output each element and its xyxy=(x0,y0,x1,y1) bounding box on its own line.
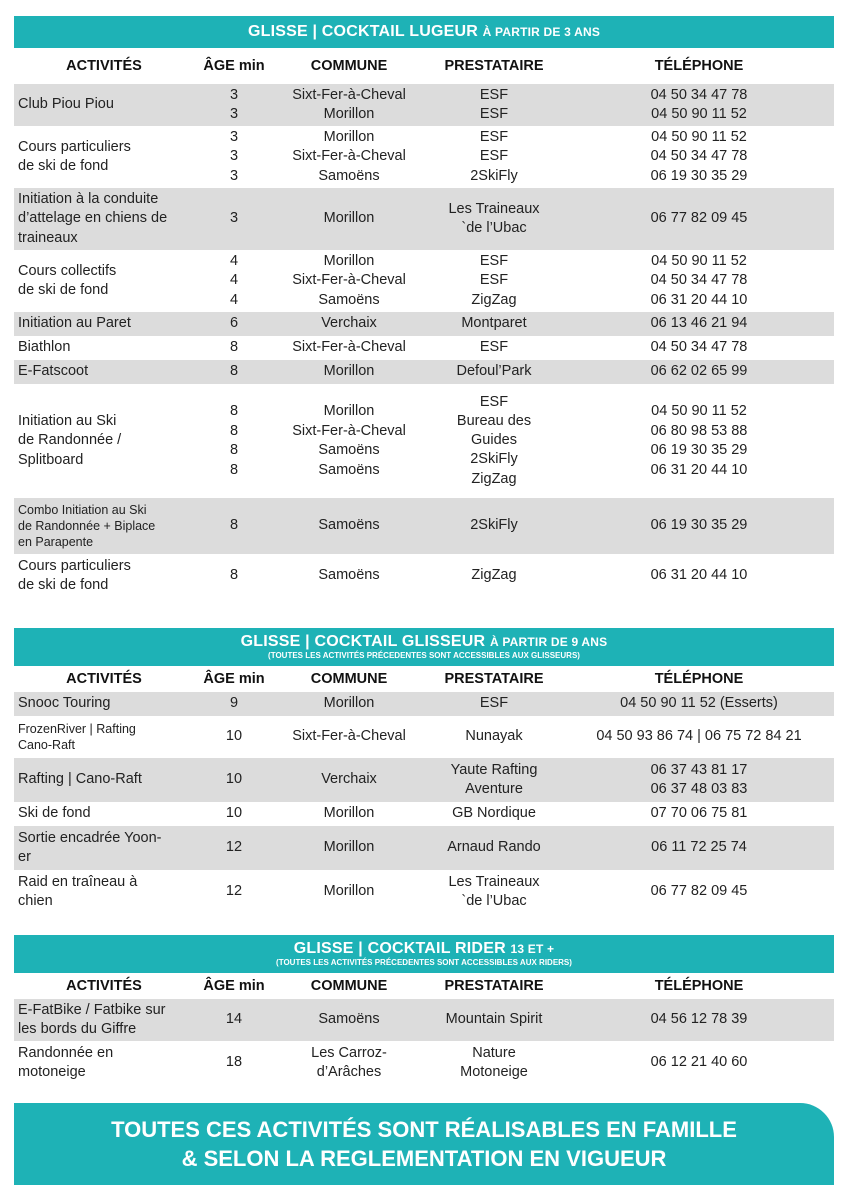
table-row xyxy=(14,999,834,1041)
table-header xyxy=(14,666,834,692)
header-phone: TÉLÉPHONE xyxy=(654,671,744,687)
cell-commune-line: Morillon xyxy=(323,403,375,419)
cell-phone-line: 06 77 82 09 45 xyxy=(650,210,748,227)
header-activities: ACTIVITÉS xyxy=(66,671,142,687)
cell-commune-line: Sixt-Fer-à-Cheval xyxy=(292,728,406,745)
cell-age-line: 3 xyxy=(229,167,239,184)
table-row xyxy=(14,336,834,360)
cell-activity-line: traineaux xyxy=(18,229,78,246)
cell-age xyxy=(194,566,274,586)
cell-commune xyxy=(274,727,424,747)
cell-phone xyxy=(564,314,834,334)
cell-provider-line: ESF xyxy=(479,128,509,145)
table-row xyxy=(14,126,834,188)
header-commune: COMMUNE xyxy=(310,978,388,994)
cell-activity-line: Initiation au Paret xyxy=(18,315,131,332)
cell-commune-line: Samoëns xyxy=(318,291,380,308)
cell-provider-line: `de l’Ubac xyxy=(461,893,527,909)
section-lugeur xyxy=(14,16,834,598)
cell-commune-line: Morillon xyxy=(323,128,375,145)
cell-age xyxy=(194,694,274,714)
cell-phone xyxy=(564,1053,834,1073)
section-lugeur-title: GLISSE | COCKTAIL LUGEUR À PARTIR DE 3 ANS xyxy=(247,23,601,40)
cell-activity xyxy=(14,502,194,550)
cell-provider xyxy=(424,362,564,382)
table-row xyxy=(14,84,834,126)
cell-activity xyxy=(14,190,194,249)
table-row xyxy=(14,554,834,598)
cell-age-line: 12 xyxy=(225,883,243,900)
cell-activity xyxy=(14,314,194,334)
cell-age xyxy=(194,86,274,125)
cell-provider-line: ESF xyxy=(479,339,509,356)
cell-commune-line: Sixt-Fer-à-Cheval xyxy=(292,339,406,356)
cell-activity-line: Rafting | Cano-Raft xyxy=(18,771,142,788)
cell-activity-line: Initiation à la conduite xyxy=(18,190,159,207)
table-row xyxy=(14,826,834,870)
cell-provider xyxy=(424,86,564,125)
cell-commune xyxy=(274,86,424,125)
cell-commune xyxy=(274,838,424,858)
cell-age-line: 8 xyxy=(229,517,239,534)
cell-provider xyxy=(424,200,564,239)
table-row xyxy=(14,188,834,250)
cell-activity xyxy=(14,873,194,912)
cell-age xyxy=(194,882,274,902)
cell-commune-line: Sixt-Fer-à-Cheval xyxy=(292,148,406,165)
cell-activity-line: Ski de fond xyxy=(18,805,91,822)
cell-commune xyxy=(274,1010,424,1030)
cell-commune-line: Sixt-Fer-à-Cheval xyxy=(292,272,406,289)
cell-age-line: 4 xyxy=(229,272,239,289)
cell-provider-line: Montparet xyxy=(461,315,527,332)
cell-phone-line: 04 50 34 47 78 xyxy=(650,86,748,103)
cell-provider xyxy=(424,338,564,358)
cell-commune-line: Morillon xyxy=(323,695,375,712)
cell-activity xyxy=(14,1001,194,1040)
cell-activity xyxy=(14,829,194,868)
cell-age-line: 8 xyxy=(229,461,239,478)
cell-activity-line: Biathlon xyxy=(18,339,71,356)
cell-phone-line: 04 50 34 47 78 xyxy=(650,148,748,165)
header-provider: PRESTATAIRE xyxy=(444,58,544,74)
cell-provider-line: Nunayak xyxy=(465,728,523,745)
header-activities: ACTIVITÉS xyxy=(66,58,142,74)
table-row xyxy=(14,716,834,758)
section-lugeur-banner xyxy=(14,16,834,48)
cell-phone-line: 06 77 82 09 45 xyxy=(650,883,748,900)
table-row xyxy=(14,758,834,802)
cell-phone-line: 06 11 72 25 74 xyxy=(651,839,747,856)
table-row xyxy=(14,692,834,716)
cell-phone-line: 06 13 46 21 94 xyxy=(650,315,748,332)
cell-commune-line: Samoëns xyxy=(318,1011,380,1028)
cell-activity-line: de ski de fond xyxy=(18,577,109,593)
header-age: ÂGE min xyxy=(203,978,265,994)
cell-commune xyxy=(274,882,424,902)
cell-provider-line: ESF xyxy=(479,393,509,410)
cell-activity xyxy=(14,557,194,596)
cell-provider xyxy=(424,516,564,536)
cell-provider xyxy=(424,727,564,747)
table-body xyxy=(14,999,834,1085)
cell-age xyxy=(194,516,274,536)
cell-age-line: 4 xyxy=(229,291,239,308)
cell-activity-line: Cano-Raft xyxy=(18,738,75,752)
table-row xyxy=(14,360,834,384)
cell-phone xyxy=(564,761,834,800)
cell-commune xyxy=(274,1044,424,1083)
cell-age xyxy=(194,838,274,858)
cell-activity-line: de Randonnée + Biplace xyxy=(18,519,156,533)
cell-activity-line: motoneige xyxy=(18,1064,86,1080)
table-row xyxy=(14,384,834,498)
cell-commune-line: Morillon xyxy=(323,252,375,269)
cell-age-line: 3 xyxy=(229,106,239,122)
cell-commune xyxy=(274,128,424,187)
cell-provider-line: ESF xyxy=(479,695,509,712)
cell-phone-line: 04 50 90 11 52 (Esserts) xyxy=(620,695,778,712)
cell-provider-line: Defoul’Park xyxy=(456,363,532,380)
cell-activity xyxy=(14,721,194,753)
cell-activity-line: Raid en traîneau à xyxy=(18,873,138,890)
cell-activity-line: Cours particuliers xyxy=(18,557,131,574)
cell-age-line: 10 xyxy=(225,805,243,822)
cell-activity-line: de ski de fond xyxy=(18,282,109,298)
cell-phone xyxy=(564,362,834,382)
cell-age-line: 10 xyxy=(225,771,243,788)
cell-activity-line: Combo Initiation au Ski xyxy=(18,503,147,517)
cell-activity-line: er xyxy=(18,849,31,865)
cell-provider-line: 2SkiFly xyxy=(470,451,518,468)
cell-provider xyxy=(424,128,564,187)
footer-line-2: & SELON LA REGLEMENTATION EN VIGUEUR xyxy=(181,1146,667,1171)
cell-commune-line: Sixt-Fer-à-Cheval xyxy=(292,422,406,439)
cell-age xyxy=(194,1010,274,1030)
cell-provider-line: ESF xyxy=(479,106,509,122)
cell-age xyxy=(194,338,274,358)
section-rider-banner xyxy=(14,935,834,973)
cell-commune-line: Samoëns xyxy=(318,167,380,184)
cell-activity xyxy=(14,412,194,471)
cell-phone-line: 06 62 02 65 99 xyxy=(650,363,748,380)
cell-provider xyxy=(424,1044,564,1083)
cell-phone xyxy=(564,1010,834,1030)
cell-activity xyxy=(14,95,194,115)
cell-age xyxy=(194,1053,274,1073)
cell-phone-line: 04 50 34 47 78 xyxy=(650,339,748,356)
cell-commune-line: Samoëns xyxy=(318,517,380,534)
section-glisseur xyxy=(14,628,834,914)
cell-age xyxy=(194,727,274,747)
cell-commune-line: Morillon xyxy=(323,106,375,122)
cell-commune-line: Samoëns xyxy=(318,461,380,478)
cell-phone xyxy=(564,338,834,358)
cell-commune-line: Morillon xyxy=(323,363,375,380)
cell-commune xyxy=(274,694,424,714)
cell-activity xyxy=(14,338,194,358)
cell-provider xyxy=(424,566,564,586)
cell-phone xyxy=(564,516,834,536)
cell-provider-line: Aventure xyxy=(465,781,523,797)
cell-activity-line: d’attelage en chiens de xyxy=(18,210,168,227)
cell-phone xyxy=(564,694,834,714)
cell-provider-line: Yaute Rafting xyxy=(450,761,538,778)
cell-provider-line: Motoneige xyxy=(460,1064,528,1080)
cell-provider-line: `de l’Ubac xyxy=(461,220,527,236)
cell-commune xyxy=(274,209,424,229)
cell-commune xyxy=(274,516,424,536)
cell-provider xyxy=(424,393,564,490)
cell-age-line: 9 xyxy=(229,695,239,712)
cell-commune xyxy=(274,338,424,358)
cell-phone xyxy=(564,804,834,824)
cell-provider-line: Bureau des Guides xyxy=(456,413,532,449)
cell-phone-line: 06 31 20 44 10 xyxy=(650,291,748,308)
cell-provider xyxy=(424,804,564,824)
cell-provider-line: Nature xyxy=(472,1044,516,1061)
cell-phone-line: 06 19 30 35 29 xyxy=(650,442,748,458)
cell-age-line: 8 xyxy=(229,567,239,584)
cell-phone xyxy=(564,86,834,125)
cell-provider-line: 2SkiFly xyxy=(470,517,518,534)
cell-commune-line: Morillon xyxy=(323,839,375,856)
cell-commune xyxy=(274,314,424,334)
cell-commune xyxy=(274,566,424,586)
cell-provider-line: 2SkiFly xyxy=(470,167,518,184)
cell-activity-line: E-Fatscoot xyxy=(18,363,89,380)
cell-provider xyxy=(424,761,564,800)
cell-provider-line: Les Traineaux xyxy=(448,200,540,217)
cell-phone xyxy=(564,838,834,858)
cell-age xyxy=(194,209,274,229)
cell-phone-line: 06 37 48 03 83 xyxy=(650,781,748,797)
cell-provider-line: ESF xyxy=(479,148,509,165)
cell-provider-line: ZigZag xyxy=(471,470,517,487)
cell-phone xyxy=(564,402,834,480)
cell-commune-line: Morillon xyxy=(323,805,375,822)
cell-age-line: 8 xyxy=(229,422,239,439)
cell-commune-line: Morillon xyxy=(323,210,375,227)
cell-phone xyxy=(564,128,834,187)
table-row xyxy=(14,250,834,312)
header-commune: COMMUNE xyxy=(310,58,388,74)
header-age: ÂGE min xyxy=(203,671,265,687)
cell-age-line: 10 xyxy=(225,728,243,745)
cell-age-line: 4 xyxy=(229,252,239,269)
cell-activity-line: en Parapente xyxy=(18,535,94,549)
cell-phone-line: 04 50 93 86 74 | 06 75 72 84 21 xyxy=(596,728,802,745)
cell-activity-line: Initiation au Ski xyxy=(18,412,117,429)
cell-provider xyxy=(424,252,564,311)
cell-activity xyxy=(14,1044,194,1083)
cell-provider-line: ZigZag xyxy=(471,291,517,308)
cell-provider xyxy=(424,873,564,912)
cell-activity-line: FrozenRiver | Rafting xyxy=(18,722,136,736)
cell-phone xyxy=(564,566,834,586)
cell-activity xyxy=(14,804,194,824)
cell-phone-line: 04 50 90 11 52 xyxy=(651,252,747,269)
cell-age-line: 8 xyxy=(229,442,239,458)
cell-age xyxy=(194,402,274,480)
cell-commune-line: Samoëns xyxy=(318,567,380,584)
cell-activity xyxy=(14,262,194,301)
cell-age xyxy=(194,770,274,790)
section-rider-title: GLISSE | COCKTAIL RIDER 13 ET + xyxy=(293,940,555,957)
cell-age xyxy=(194,362,274,382)
cell-age xyxy=(194,252,274,311)
cell-age-line: 8 xyxy=(229,339,239,356)
section-rider-note: (TOUTES LES ACTIVITÉS PRÉCEDENTES SONT ACCESSIBLES AUX RIDERS) xyxy=(276,958,572,967)
cell-activity-line: Cours particuliers xyxy=(18,138,131,155)
table-header xyxy=(14,48,834,84)
section-glisseur-title: GLISSE | COCKTAIL GLISSEUR À PARTIR DE 9 ANS xyxy=(240,633,608,650)
cell-phone-line: 04 50 90 11 52 xyxy=(651,128,747,145)
cell-phone-line: 07 70 06 75 81 xyxy=(650,805,748,822)
cell-provider-line: Les Traineaux xyxy=(448,873,540,890)
cell-age xyxy=(194,128,274,187)
cell-activity-line: chien xyxy=(18,893,53,909)
cell-phone-line: 04 50 90 11 52 xyxy=(651,106,747,122)
cell-phone xyxy=(564,209,834,229)
cell-commune-line: Sixt-Fer-à-Cheval xyxy=(292,86,406,103)
cell-age-line: 12 xyxy=(225,839,243,856)
cell-commune-line: Morillon xyxy=(323,883,375,900)
cell-phone-line: 04 56 12 78 39 xyxy=(650,1011,748,1028)
section-glisseur-banner xyxy=(14,628,834,666)
cell-age xyxy=(194,804,274,824)
cell-activity-line: Cours collectifs xyxy=(18,262,117,279)
cell-provider-line: ESF xyxy=(479,252,509,269)
cell-provider-line: Mountain Spirit xyxy=(445,1011,543,1028)
table-row xyxy=(14,802,834,826)
cell-activity-line: Snooc Touring xyxy=(18,695,111,712)
table-row xyxy=(14,498,834,554)
cell-age-line: 18 xyxy=(225,1054,243,1071)
cell-phone-line: 06 31 20 44 10 xyxy=(650,567,748,584)
cell-commune-line: Les Carroz- xyxy=(311,1044,387,1061)
cell-age-line: 14 xyxy=(225,1011,243,1028)
cell-phone-line: 06 80 98 53 88 xyxy=(650,422,748,439)
cell-provider-line: GB Nordique xyxy=(452,805,536,822)
table-row xyxy=(14,1041,834,1085)
cell-commune xyxy=(274,362,424,382)
header-age: ÂGE min xyxy=(203,58,265,74)
cell-commune-line: Verchaix xyxy=(321,771,377,788)
cell-activity xyxy=(14,770,194,790)
cell-activity-line: de ski de fond xyxy=(18,158,109,174)
cell-phone-line: 04 50 90 11 52 xyxy=(651,403,747,419)
cell-age xyxy=(194,314,274,334)
cell-provider-line: ESF xyxy=(479,272,509,289)
cell-age-line: 6 xyxy=(229,315,239,332)
cell-provider-line: Arnaud Rando xyxy=(447,839,541,856)
header-provider: PRESTATAIRE xyxy=(444,671,544,687)
cell-phone xyxy=(564,727,834,747)
cell-age-line: 3 xyxy=(229,128,239,145)
cell-phone-line: 06 19 30 35 29 xyxy=(650,517,748,534)
footer-banner xyxy=(14,1103,834,1185)
cell-phone xyxy=(564,882,834,902)
cell-activity xyxy=(14,694,194,714)
cell-age-line: 8 xyxy=(229,403,239,419)
cell-age-line: 3 xyxy=(229,210,239,227)
cell-provider xyxy=(424,314,564,334)
cell-phone-line: 06 12 21 40 60 xyxy=(650,1054,748,1071)
cell-provider xyxy=(424,694,564,714)
cell-commune xyxy=(274,770,424,790)
table-row xyxy=(14,870,834,914)
cell-activity-line: Randonnée en xyxy=(18,1044,114,1061)
header-activities: ACTIVITÉS xyxy=(66,978,142,994)
cell-activity-line: les bords du Giffre xyxy=(18,1021,137,1037)
header-phone: TÉLÉPHONE xyxy=(654,58,744,74)
cell-phone xyxy=(564,252,834,311)
cell-phone-line: 06 19 30 35 29 xyxy=(650,167,748,184)
cell-phone-line: 04 50 34 47 78 xyxy=(650,272,748,289)
cell-activity-line: Sortie encadrée Yoon- xyxy=(18,829,162,846)
cell-provider xyxy=(424,838,564,858)
cell-activity-line: de Randonnée / xyxy=(18,432,122,449)
cell-age-line: 3 xyxy=(229,148,239,165)
cell-activity-line: E-FatBike / Fatbike sur xyxy=(18,1001,166,1018)
cell-age-line: 8 xyxy=(229,363,239,380)
cell-activity-line: Splitboard xyxy=(18,451,84,468)
cell-activity xyxy=(14,362,194,382)
cell-commune xyxy=(274,804,424,824)
table-header xyxy=(14,973,834,999)
cell-commune-line: Verchaix xyxy=(321,315,377,332)
cell-phone-line: 06 37 43 81 17 xyxy=(650,761,748,778)
table-body xyxy=(14,84,834,598)
cell-commune xyxy=(274,252,424,311)
cell-provider xyxy=(424,1010,564,1030)
header-provider: PRESTATAIRE xyxy=(444,978,544,994)
cell-provider-line: ESF xyxy=(479,86,509,103)
table-row xyxy=(14,312,834,336)
cell-commune-line: Samoëns xyxy=(318,442,380,458)
cell-commune-line: d’Arâches xyxy=(316,1064,382,1080)
section-rider xyxy=(14,935,834,1085)
header-phone: TÉLÉPHONE xyxy=(654,978,744,994)
section-glisseur-note: (TOUTES LES ACTIVITÉS PRÉCEDENTES SONT ACCESSIBLES AUX GLISSEURS) xyxy=(268,651,580,660)
header-commune: COMMUNE xyxy=(310,671,388,687)
cell-activity xyxy=(14,138,194,177)
footer-line-1: TOUTES CES ACTIVITÉS SONT RÉALISABLES EN FAMILLE xyxy=(111,1117,737,1142)
cell-age-line: 3 xyxy=(229,86,239,103)
cell-provider-line: ZigZag xyxy=(471,567,517,584)
table-body xyxy=(14,692,834,914)
cell-phone-line: 06 31 20 44 10 xyxy=(650,461,748,478)
cell-commune xyxy=(274,402,424,480)
cell-activity-line: Club Piou Piou xyxy=(18,96,114,113)
